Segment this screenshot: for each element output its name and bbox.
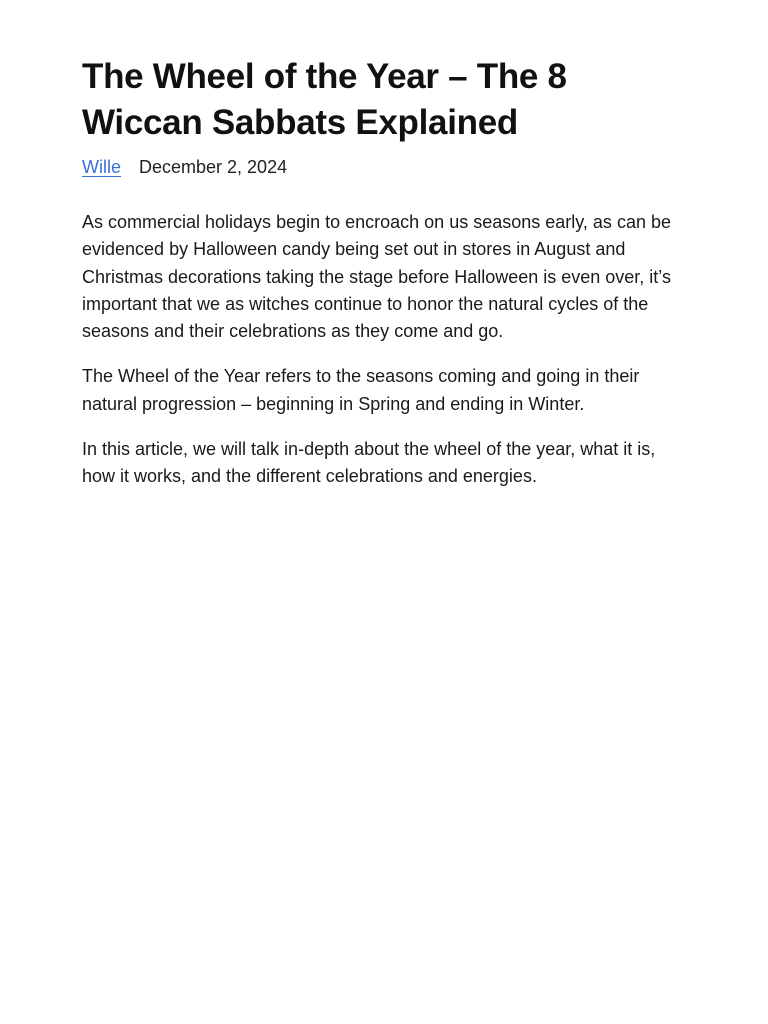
paragraph-wheel-definition: The Wheel of the Year refers to the seasons coming and going in their natural progression – beginning in Spring and ending in Winter.: [82, 366, 640, 414]
article-body: [82, 209, 686, 491]
article: [82, 54, 686, 509]
author-link[interactable]: Wille: [82, 157, 121, 177]
paragraph-intro: As commercial holidays begin to encroach on us seasons early, as can be evidenced by Halloween candy being set out in stores in August and Christmas decorations taking the stage before Halloween is even over, it’s important that we as witches continue to honor the natural cycles of the seasons and their celebrations as they come and go.: [82, 212, 671, 342]
paragraph-article-overview: In this article, we will talk in-depth about the wheel of the year, what it is, how it works, and the different celebrations and energies.: [82, 439, 656, 487]
post-date: December 2, 2024: [139, 157, 288, 177]
article-title: The Wheel of the Year – The 8 Wiccan Sabbats Explained: [82, 57, 567, 142]
article-meta: [82, 155, 686, 179]
